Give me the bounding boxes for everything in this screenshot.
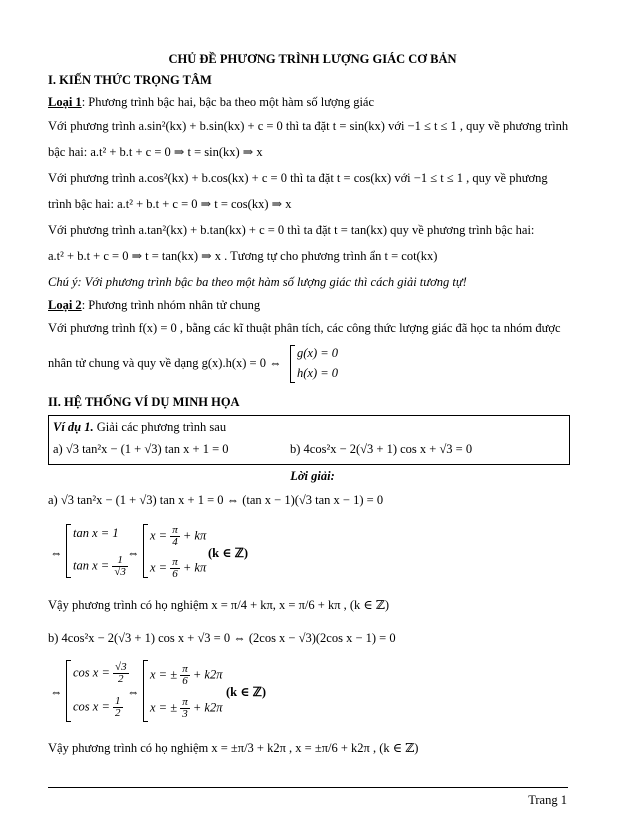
type1-line (48, 94, 374, 110)
iff-symbol: ⇔ (127, 685, 140, 699)
sol-a-root2 (150, 557, 206, 580)
sol-a-case2-lhs: tan x = (73, 558, 110, 573)
solution-b-conclusion: Vậy phương trình có họ nghiệm x = ±π/3 + k2π , x = ±π/6 + k2π , (k ∈ ℤ) (48, 741, 419, 755)
system-bracket (66, 660, 71, 722)
iff-symbol: ⇔ (50, 685, 63, 699)
root-rhs: + kπ (182, 528, 207, 543)
sol-b-root2 (150, 697, 222, 720)
fraction-num: π (182, 663, 188, 675)
root-rhs: + kπ (182, 560, 207, 575)
type1-cos-line2: trình bậc hai: a.t² + b.t + c = 0 ⇒ t = cos(kx) ⇒ x (48, 197, 292, 211)
example-label: Ví dụ 1. (53, 420, 94, 434)
system-eq-g: g(x) = 0 (297, 346, 339, 360)
root-lhs: x = ± (150, 700, 178, 715)
sol-a-case1: tan x = 1 (73, 526, 119, 540)
type1-tan-line2: a.t² + b.t + c = 0 ⇒ t = tan(kx) ⇒ x . Tương tự cho phương trình ẩn t = cot(kx) (48, 249, 438, 263)
solution-a-conclusion: Vậy phương trình có họ nghiệm x = π/4 + kπ, x = π/6 + kπ , (k ∈ ℤ) (48, 598, 390, 612)
section-heading-1: I. KIẾN THỨC TRỌNG TÂM (48, 73, 212, 87)
type1-label: Loại 1 (48, 95, 82, 109)
note-line: Chú ý: Với phương trình bậc ba theo một hàm số lượng giác thì cách giải tương tự! (48, 275, 467, 289)
fraction-num: √3 (115, 661, 127, 673)
footer-rule (48, 787, 568, 788)
type1-cos-line1: Với phương trình a.cos²(kx) + b.cos(kx) + c = 0 thì ta đặt t = cos(kx) với −1 ≤ t ≤ 1 , quy về phương (48, 171, 548, 185)
root-lhs: x = (150, 528, 168, 543)
section-heading-2: II. HỆ THỐNG VÍ DỤ MINH HỌA (48, 395, 240, 409)
fraction-den: 2 (118, 673, 124, 685)
type2-text: : Phương trình nhóm nhân tử chung (81, 298, 261, 312)
type1-sin-line2: bậc hai: a.t² + b.t + c = 0 ⇒ t = sin(kx) ⇒ x (48, 145, 263, 159)
sol-a-case2 (73, 555, 128, 578)
type1-text: : Phương trình bậc hai, bậc ba theo một hàm số lượng giác (81, 95, 375, 109)
system-bracket (143, 524, 148, 578)
fraction (180, 664, 190, 687)
system-bracket (290, 345, 295, 383)
fraction-num: 1 (115, 695, 121, 707)
solution-b-line1: b) 4cos²x − 2(√3 + 1) cos x + √3 = 0 ⇔ (2cos x − √3)(2cos x − 1) = 0 (48, 631, 396, 645)
type1-tan-line1: Với phương trình a.tan²(kx) + b.tan(kx) + c = 0 thì ta đặt t = tan(kx) quy về phương trình bậc hai: (48, 223, 535, 237)
sol-b-case2 (73, 696, 123, 719)
iff-symbol: ⇔ (127, 546, 140, 560)
type1-sin-line1: Với phương trình a.sin²(kx) + b.sin(kx) + c = 0 thì ta đặt t = sin(kx) với −1 ≤ t ≤ 1 , quy về phương trình (48, 119, 569, 133)
system-eq-h: h(x) = 0 (297, 366, 339, 380)
page-title: CHỦ ĐỀ PHƯƠNG TRÌNH LƯỢNG GIÁC CƠ BẢN (168, 52, 457, 66)
example-text: Giải các phương trình sau (93, 420, 227, 434)
k-in-z-label: (k ∈ ℤ) (226, 685, 267, 699)
solution-a-line1: a) √3 tan²x − (1 + √3) tan x + 1 = 0 ⇔ (tan x − 1)(√3 tan x − 1) = 0 (48, 493, 384, 507)
fraction-den: 6 (172, 568, 178, 580)
type2-line2: nhân tử chung và quy về dạng g(x).h(x) = 0 ⇔ (48, 356, 282, 370)
fraction-den: 2 (115, 707, 121, 719)
fraction-den: 6 (182, 675, 188, 687)
fraction (113, 696, 123, 719)
sol-a-root1 (150, 525, 206, 548)
fraction-num: 1 (112, 555, 128, 567)
fraction (180, 697, 190, 720)
sol-b-root1 (150, 664, 222, 687)
fraction-num: π (182, 696, 188, 708)
sol-b-case1 (73, 662, 129, 685)
fraction (170, 525, 180, 548)
fraction (113, 662, 129, 685)
page-number: Trang 1 (528, 793, 567, 807)
type2-line (48, 297, 260, 313)
fraction (112, 555, 128, 578)
root-rhs: + k2π (192, 700, 223, 715)
example-problem-b: b) 4cos²x − 2(√3 + 1) cos x + √3 = 0 (290, 442, 473, 456)
case-lhs: cos x = (73, 665, 110, 680)
iff-symbol: ⇔ (50, 546, 63, 560)
type2-line1: Với phương trình f(x) = 0 , bằng các kĩ thuật phân tích, các công thức lượng giác đã học ta nhóm được (48, 321, 561, 335)
type2-label: Loại 2 (48, 298, 82, 312)
fraction-num: π (172, 556, 178, 568)
fraction (170, 557, 180, 580)
fraction-num: π (172, 524, 178, 536)
k-in-z-label: (k ∈ ℤ) (208, 546, 249, 560)
fraction-den: 4 (172, 536, 178, 548)
case-lhs: cos x = (73, 699, 110, 714)
example-problem-a: a) √3 tan²x − (1 + √3) tan x + 1 = 0 (53, 442, 229, 456)
fraction-den: √3 (114, 566, 126, 578)
root-lhs: x = (150, 560, 168, 575)
example-title-line (53, 419, 226, 435)
root-rhs: + k2π (192, 667, 223, 682)
fraction-den: 3 (182, 708, 188, 720)
system-bracket (66, 524, 71, 578)
solution-heading: Lời giải: (290, 469, 335, 483)
system-bracket (143, 660, 148, 722)
root-lhs: x = ± (150, 667, 178, 682)
